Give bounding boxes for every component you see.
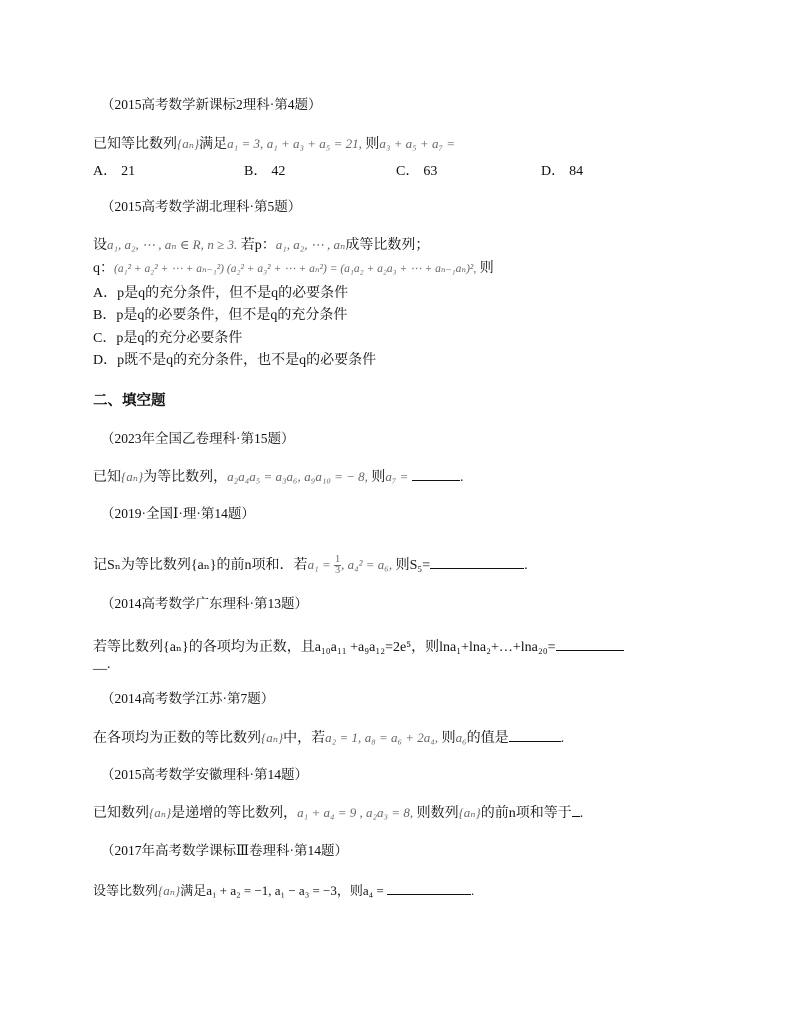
option-label: B． — [244, 164, 268, 179]
fraction-numerator: 1 — [335, 554, 341, 566]
option-a[interactable] — [93, 160, 135, 180]
option-value: 42 — [271, 164, 286, 179]
problem-1-source: （2015高考数学新课标2理科·第4题） — [101, 97, 322, 112]
math-ask: a₆ — [455, 730, 467, 745]
math-ask: a₇ = — [385, 469, 409, 484]
math-equation: (a₁² + a₂² + ⋯ + aₙ₋₁²) (a₂² + a₃² + ⋯ + aₙ²) = (a₁a₂ + a₂a₃ + ⋯ + aₙ₋₁aₙ)², — [114, 263, 477, 275]
stem-text: . — [560, 731, 565, 746]
math-cond: a₁ + a₃ + a₅ = 21, — [266, 136, 362, 151]
math-cond: a₁ = — [307, 557, 331, 572]
stem-text: 则 — [479, 261, 494, 276]
math-seq: {aₙ} — [121, 469, 144, 484]
problem-2-source: （2015高考数学湖北理科·第5题） — [101, 199, 302, 214]
stem-text: . — [459, 470, 464, 485]
math-cond: n ≥ 3. — [207, 237, 238, 252]
problem-1-stem — [93, 135, 455, 154]
problem-2-line1 — [93, 236, 429, 255]
stem-text: 则S₅= — [395, 558, 431, 573]
answer-blank[interactable] — [572, 803, 580, 817]
stem-text: 是递增的等比数列， — [171, 806, 298, 821]
stem-text: 的前n项和等于 — [480, 806, 572, 821]
fill-4-source: （2014高考数学江苏·第7题） — [101, 691, 275, 706]
stem-text: 记Sₙ为等比数列{aₙ}的前n项和．若 — [93, 558, 308, 573]
stem-text: 满足 — [199, 137, 228, 152]
answer-blank[interactable] — [387, 881, 471, 895]
problem-2-line2 — [93, 260, 494, 278]
stem-text: 为等比数列， — [143, 470, 228, 485]
choice-a[interactable]: A．p是q的充分条件，但不是q的必要条件 — [93, 286, 349, 301]
stem-text: . — [471, 883, 475, 898]
stem-text: . — [579, 806, 584, 821]
fill-4-stem — [93, 728, 564, 748]
math-seq: {aₙ} — [149, 805, 172, 820]
math-cond: a₂a₄a₅ = a₃a₆, — [227, 469, 301, 484]
math-seq: {aₙ} — [158, 883, 181, 898]
choice-b[interactable]: B．p是q的必要条件，但不是q的充分条件 — [93, 308, 348, 323]
stem-text: 则 — [371, 470, 386, 485]
answer-blank[interactable] — [430, 555, 524, 569]
fill-6-stem — [93, 881, 474, 900]
math-cond: a₁ = 3, — [227, 136, 264, 151]
math-seq: a₁, a₂, ⋯ , aₙ ∈ R, — [107, 237, 204, 252]
math-seq: {aₙ} — [177, 136, 200, 151]
answer-blank[interactable] — [509, 728, 561, 742]
option-label: D． — [541, 164, 566, 179]
math-cond: , a₄² = a₆, — [341, 557, 393, 572]
stem-text: 已知 — [93, 470, 121, 485]
math-ask: a₃ + a₅ + a₇ = — [379, 136, 455, 151]
stem-text: 则 — [441, 731, 456, 746]
stem-text: 已知等比数列 — [93, 137, 177, 152]
stem-text: 则数列 — [416, 806, 459, 821]
option-value: 63 — [423, 164, 438, 179]
stem-text: 已知数列 — [93, 806, 149, 821]
stem-text: 在各项均为正数的等比数列 — [93, 731, 261, 746]
stem-text: 若p： — [240, 238, 276, 253]
stem-text: 设 — [93, 238, 107, 253]
fill-3-stem — [93, 637, 624, 657]
option-d[interactable] — [541, 160, 583, 180]
math-cond: a₂ = 1, — [325, 730, 362, 745]
fill-2-source: （2019·全国Ⅰ·理·第14题） — [101, 506, 255, 521]
math-seq: {aₙ} — [458, 805, 481, 820]
fill-3-tail: __. — [93, 657, 111, 672]
option-label: C． — [396, 164, 420, 179]
math-cond: a₁ + a₄ = 9 , a₂a₃ = 8, — [297, 805, 414, 820]
stem-text: 成等比数列； — [345, 238, 430, 253]
stem-text: 设等比数列 — [93, 883, 159, 898]
choice-c[interactable]: C．p是q的充分必要条件 — [93, 331, 243, 346]
stem-text: q： — [93, 261, 114, 276]
choice-d[interactable]: D．p既不是q的充分条件，也不是q的必要条件 — [93, 353, 377, 368]
fill-5-stem — [93, 803, 583, 823]
answer-blank[interactable] — [412, 467, 460, 481]
stem-text: 满足a₁ + a₂ = −1, a₁ − a₃ = −3，则a₄ = — [180, 883, 384, 898]
option-c[interactable] — [396, 160, 437, 180]
option-label: A． — [93, 164, 118, 179]
stem-text: . — [524, 558, 528, 573]
math-seq: a₁, a₂, ⋯ , aₙ — [275, 237, 346, 252]
math-cond: a₈ = a₆ + 2a₄, — [364, 730, 439, 745]
answer-blank[interactable] — [556, 637, 624, 651]
math-seq: {aₙ} — [261, 730, 284, 745]
stem-text: 中，若 — [283, 731, 326, 746]
option-value: 84 — [569, 164, 584, 179]
option-b[interactable] — [244, 160, 285, 180]
fill-1-stem — [93, 467, 463, 487]
math-cond: a₉a₁₀ = − 8, — [304, 469, 368, 484]
option-value: 21 — [121, 164, 136, 179]
stem-text: 的值是 — [466, 731, 509, 746]
section-title: 二、填空题 — [93, 393, 166, 409]
fill-5-source: （2015高考数学安徽理科·第14题） — [101, 767, 308, 782]
fill-1-source: （2023年全国乙卷理科·第15题） — [101, 431, 295, 446]
fill-3-source: （2014高考数学广东理科·第13题） — [101, 596, 308, 611]
stem-text: 若等比数列{aₙ}的各项均为正数，且a₁₀a₁₁ +a₉a₁₂=2e⁵，则lna₁+lna₂+…+lna₂₀= — [93, 640, 556, 655]
fraction-denominator: 3 — [335, 565, 341, 577]
fill-2-stem — [93, 555, 528, 576]
fill-6-source: （2017年高考数学课标Ⅲ卷理科·第14题） — [101, 843, 349, 858]
stem-text: 则 — [365, 137, 380, 152]
